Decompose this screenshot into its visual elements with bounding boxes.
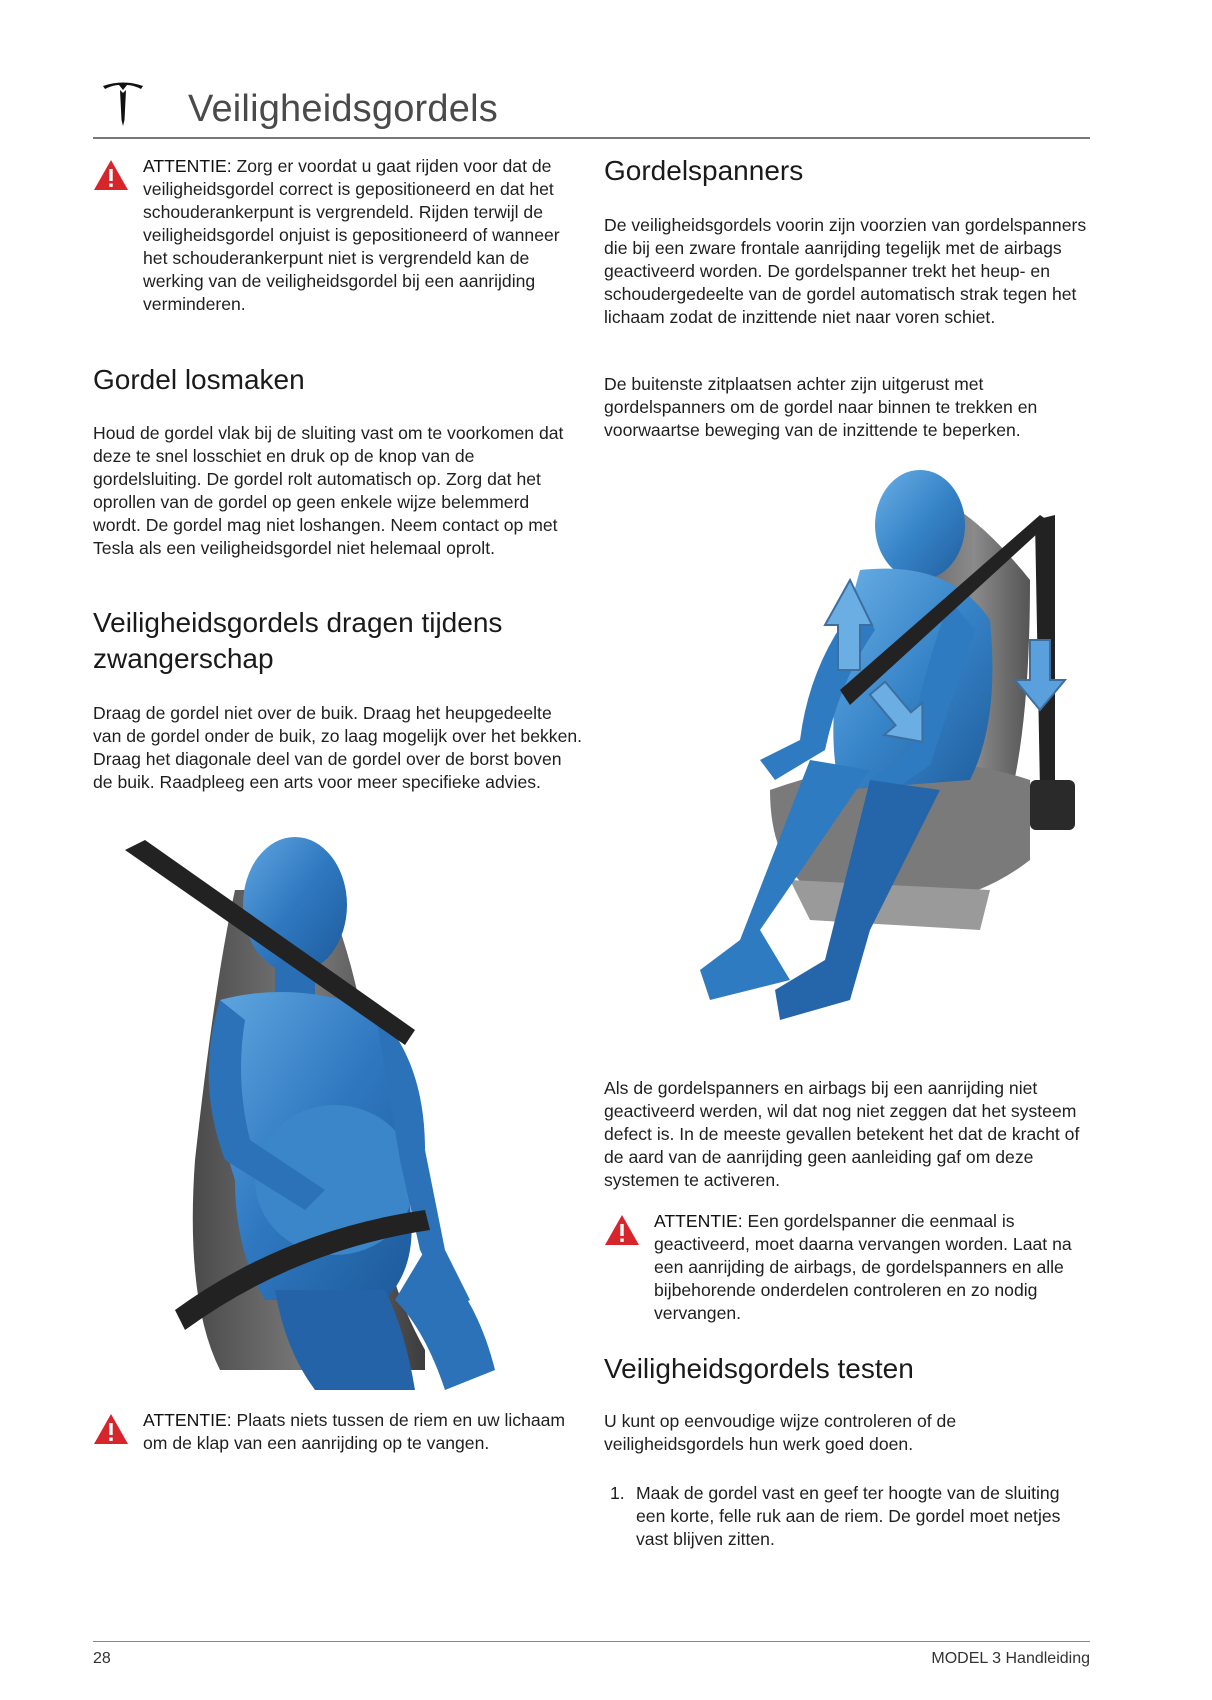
para-testen: U kunt op eenvoudige wijze controleren of de veiligheidsgordels hun werk goed doen. <box>604 1411 957 1454</box>
step-text: Maak de gordel vast en geef ter hoogte van de sluiting een korte, felle ruk aan de riem. De gordel moet netjes vast blijven zitten. <box>636 1483 1061 1549</box>
heading-gordel-losmaken: Gordel losmaken <box>93 364 305 395</box>
para-gordel-losmaken: Houd de gordel vlak bij de sluiting vast om te voorkomen dat deze te snel losschiet en druk op de knop van de gordelsluiting. De gordel rolt automatisch op. Zorg dat het oprollen van de gordel op geen enkele wijze belemmerd wordt. De gordel mag niet loshangen. Neem contact op met Tesla als een veiligheidsgordel niet helemaal oprolt. <box>93 423 564 558</box>
warning-triangle-icon <box>93 1413 129 1445</box>
page-number: 28 <box>93 1650 111 1667</box>
warning-triangle-icon <box>604 1214 640 1246</box>
warning-body: Plaats niets tussen de riem en uw lichaam om de klap van een aanrijding op te vangen. <box>143 1410 566 1453</box>
warning-body: Zorg er voordat u gaat rijden voor dat de veiligheidsgordel correct is gepositioneerd en dat het schouderankerpunt is vergrendeld. Rijden terwijl de veiligheidsgordel onjuist is gepositioneerd of wanneer het schouderankerpunt niet is vergrendeld kan de werking van de veiligheidsgordel bij een aanrijding verminderen. <box>143 156 560 314</box>
warning-text-1 <box>143 155 573 316</box>
list-item <box>604 1482 1074 1551</box>
warning-label: ATTENTIE: <box>143 1410 232 1430</box>
footer-rule <box>93 1641 1090 1642</box>
warning-label: ATTENTIE: <box>143 156 232 176</box>
para-gordelspanners-2: De buitenste zitplaatsen achter zijn uitgerust met gordelspanners om de gordel naar binnen te trekken en voorwaartse beweging van de inzittende te beperken. <box>604 374 1038 440</box>
warning-box-1 <box>93 155 573 316</box>
warning-text-2 <box>143 1409 573 1455</box>
tesla-logo <box>100 80 146 130</box>
para-gordelspanners-1: De veiligheidsgordels voorin zijn voorzien van gordelspanners die bij een zware frontale aanrijding tegelijk met de airbags geactiveerd worden. De gordelspanner trekt het heup- en schoudergedeelte van de gordel automatisch strak tegen het lichaam zodat de inzittende niet naar voren schiet. <box>604 215 1087 327</box>
heading-testen: Veiligheidsgordels testen <box>604 1353 914 1384</box>
warning-triangle-icon <box>93 159 129 191</box>
test-steps-list <box>604 1482 1074 1551</box>
warning-box-2 <box>93 1409 573 1455</box>
warning-body: Een gordelspanner die eenmaal is geactiveerd, moet daarna vervangen worden. Laat na een aanrijding de airbags, de gordelspanners en alle bijbehorende onderdelen controleren en zo nodig vervangen. <box>654 1211 1072 1323</box>
page-title: Veiligheidsgordels <box>188 88 498 130</box>
warning-box-3 <box>604 1210 1094 1325</box>
heading-zwangerschap: Veiligheidsgordels dragen tijdens zwangerschap <box>93 607 503 674</box>
pretensioner-dummy-illustration <box>610 460 1080 1050</box>
pregnant-dummy-illustration <box>125 830 545 1390</box>
warning-text-3 <box>654 1210 1094 1325</box>
heading-gordelspanners: Gordelspanners <box>604 155 804 186</box>
para-zwangerschap: Draag de gordel niet over de buik. Draag het heupgedeelte van de gordel onder de buik, zo laag mogelijk over het bekken. Draag het diagonale deel van de gordel over de borst boven de buik. Raadpleeg een arts voor meer specifieke advies. <box>93 703 583 792</box>
manual-name: MODEL 3 Handleiding <box>931 1650 1090 1667</box>
step-number: 1. <box>610 1483 625 1503</box>
warning-label: ATTENTIE: <box>654 1211 743 1231</box>
para-gordelspanners-3: Als de gordelspanners en airbags bij een aanrijding niet geactiveerd werden, wil dat nog niet zeggen dat het systeem defect is. In de meeste gevallen betekent het dat de kracht of de aard van de aanrijding geen aanleiding gaf om deze systemen te activeren. <box>604 1078 1080 1190</box>
header-rule <box>93 137 1090 139</box>
